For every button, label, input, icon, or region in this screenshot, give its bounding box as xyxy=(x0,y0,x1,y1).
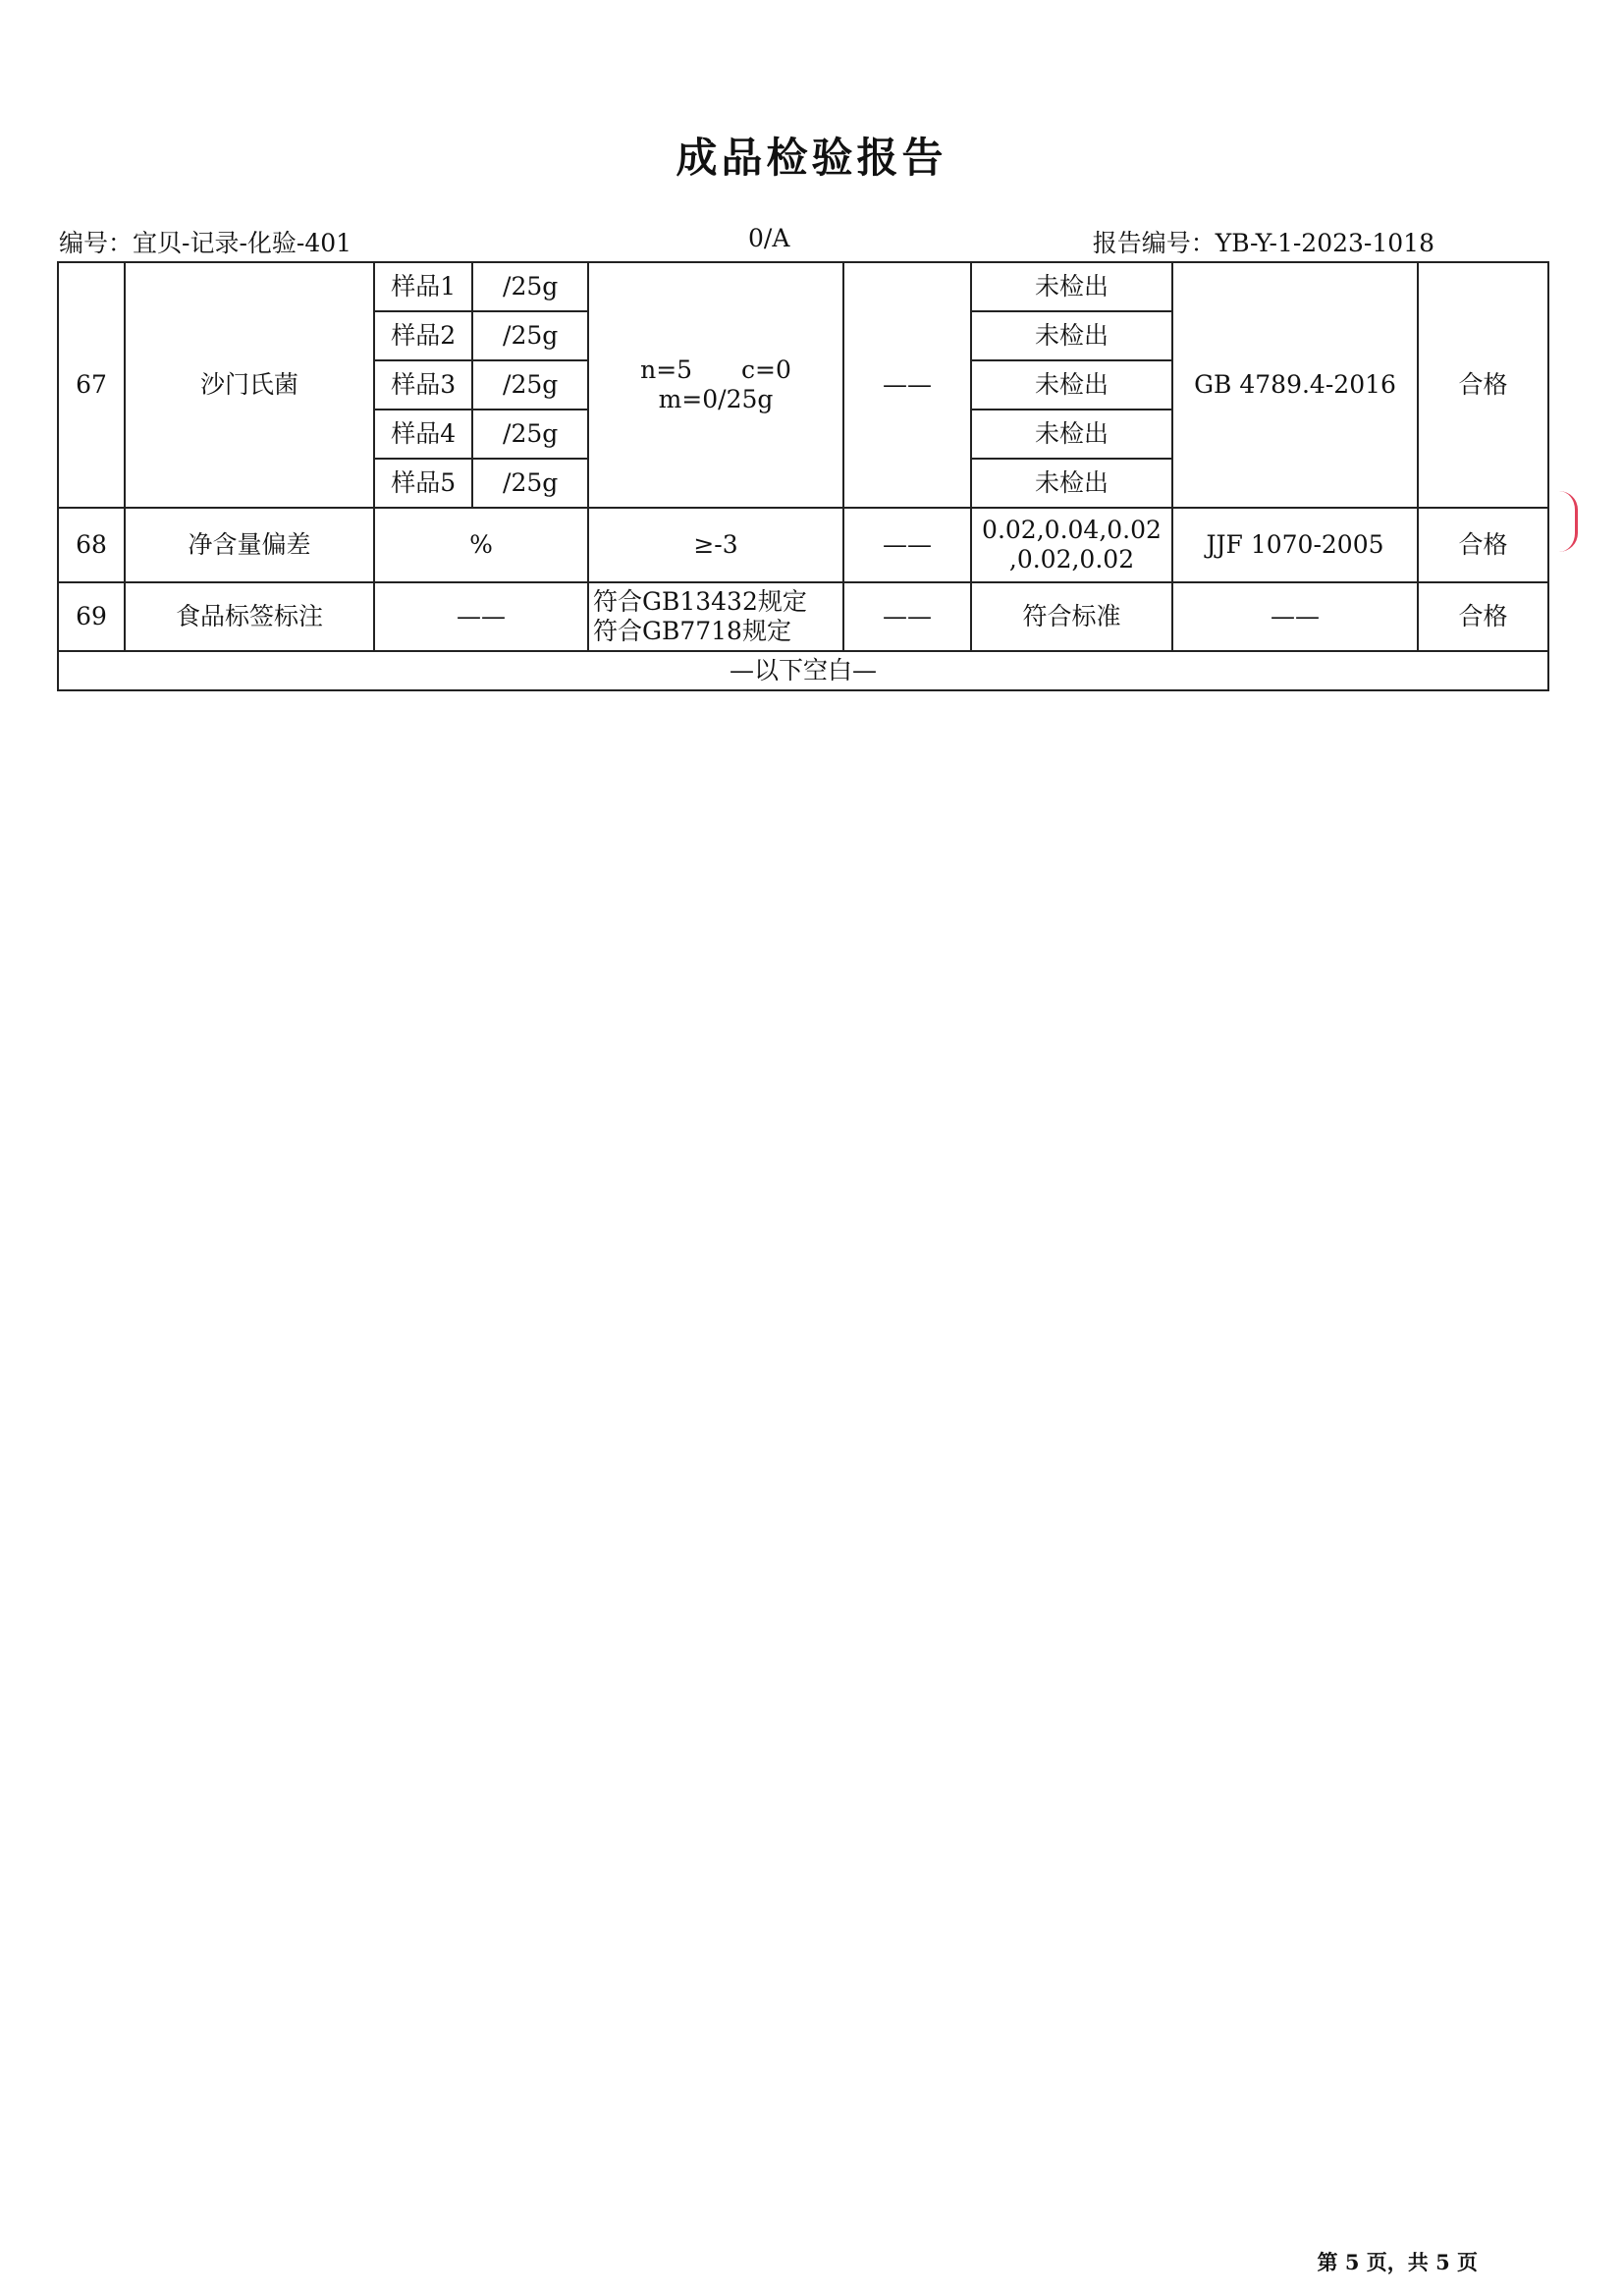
result-value: 未检出 xyxy=(972,459,1171,507)
sample-unit: /25g xyxy=(472,410,587,459)
dash-cell: —— xyxy=(843,508,971,582)
result-line-1: 0.02,0.04,0.02 xyxy=(982,516,1162,544)
dash-cell: —— xyxy=(843,262,971,508)
sample-name: 样品1 xyxy=(375,263,472,311)
test-method: GB 4789.4-2016 xyxy=(1172,262,1418,508)
result-value: 未检出 xyxy=(972,311,1171,360)
test-method: JJF 1070-2005 xyxy=(1172,508,1418,582)
verdict: 合格 xyxy=(1418,262,1548,508)
sample-name: 样品2 xyxy=(375,311,472,360)
unit-cell: —— xyxy=(374,582,588,651)
requirement-line-1: n=5 c=0 xyxy=(640,355,791,384)
dash-cell: —— xyxy=(843,582,971,651)
inspection-table xyxy=(57,261,1549,691)
test-method: —— xyxy=(1172,582,1418,651)
requirement xyxy=(588,262,843,508)
item-name: 净含量偏差 xyxy=(125,508,374,582)
sample-name: 样品4 xyxy=(375,410,472,459)
requirement-line-2: 符合GB7718规定 xyxy=(593,617,791,645)
sample-name: 样品5 xyxy=(375,459,472,507)
table-row-68 xyxy=(58,508,1548,582)
result-value: 未检出 xyxy=(972,263,1171,311)
result-list xyxy=(971,262,1172,508)
item-name: 沙门氏菌 xyxy=(125,262,374,508)
requirement: ≥-3 xyxy=(588,508,843,582)
unit-cell: % xyxy=(374,508,588,582)
requirement-line-1: 符合GB13432规定 xyxy=(593,587,807,616)
row-number: 69 xyxy=(58,582,125,651)
sample-unit: /25g xyxy=(472,263,587,311)
requirement xyxy=(588,582,843,651)
sample-unit: /25g xyxy=(472,311,587,360)
item-name: 食品标签标注 xyxy=(125,582,374,651)
result-values xyxy=(971,508,1172,582)
table-end-row xyxy=(58,651,1548,690)
row-number: 67 xyxy=(58,262,125,508)
page-footer: 第 5 页，共 5 页 xyxy=(1317,2250,1478,2274)
version-label: 0/A xyxy=(748,224,790,252)
verdict: 合格 xyxy=(1418,508,1548,582)
report-number: 报告编号：YB-Y-1-2023-1018 xyxy=(1092,229,1434,257)
end-note: —以下空白— xyxy=(58,651,1548,690)
report-title: 成品检验报告 xyxy=(676,134,947,182)
sample-unit: /25g xyxy=(472,459,587,507)
document-code: 编号：宜贝-记录-化验-401 xyxy=(59,229,352,257)
sample-unit: /25g xyxy=(472,360,587,410)
table-row-67 xyxy=(58,262,1548,508)
result-line-2: ,0.02,0.02 xyxy=(1008,545,1135,574)
result-value: 未检出 xyxy=(972,410,1171,459)
stamp-edge-mark xyxy=(1559,491,1578,552)
sample-name: 样品3 xyxy=(375,360,472,410)
row-number: 68 xyxy=(58,508,125,582)
result-value: 未检出 xyxy=(972,360,1171,410)
table-row-69 xyxy=(58,582,1548,651)
requirement-line-2: m=0/25g xyxy=(658,385,774,413)
sample-list xyxy=(374,262,588,508)
verdict: 合格 xyxy=(1418,582,1548,651)
result-value: 符合标准 xyxy=(971,582,1172,651)
